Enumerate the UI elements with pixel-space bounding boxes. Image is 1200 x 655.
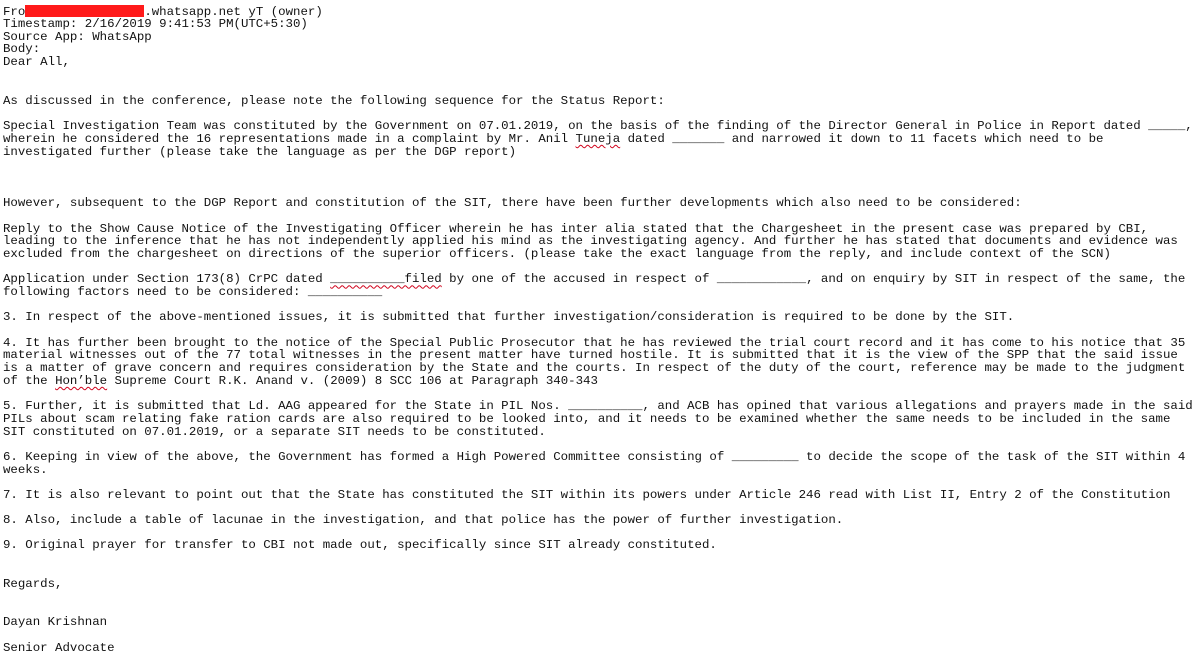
reply-paragraph: Reply to the Show Cause Notice of the Investigating Officer wherein he has inter alia stated that the Chargesheet in the present case was prepared by CBI, leading to the inference that he has not independently applied his mind as the investigating agency. And further he has stated that documents and evidence was excluded from the chargesheet on directions of the superior officers. (please take the exact language from the reply, and include context of the SCN) [3, 221, 1178, 262]
paragraph-9: 9. Original prayer for transfer to CBI not made out, specifically since SIT already constituted. [3, 538, 717, 553]
source-app: Source App: WhatsApp [3, 29, 152, 44]
paragraph-4: 4. It has further been brought to the notice of the Special Public Prosecutor that he has reviewed the trial court record and it has come to his notice that 35 material witnesses out of the 77 total witnesses in the present matter have turned hostile. It is submitted that it is the view of the SPP that the said issue is a matter of grave concern and requires consideration by the State and the courts. In respect of the duty of the court, reference may be made to the judgment of the Hon’ble Supreme Court R.K. Anand v. (2009) 8 SCC 106 at Paragraph 340-343 [3, 335, 1186, 388]
spellcheck-word: __________filed [330, 272, 442, 287]
from-suffix: .whatsapp.net yT (owner) [144, 5, 323, 19]
paragraph-5: 5. Further, it is submitted that Ld. AAG appeared for the State in PIL Nos. __________, and ACB has opined that various allegations and prayers made in the said PILs about scam relating fake ration cards are also required to be looked into, and it needs to be examined whether the same needs to be included in the same SIT constituted on 07.01.2019, or a separate SIT needs to be constituted. [3, 399, 1193, 439]
signer-title: Senior Advocate [3, 640, 115, 655]
redaction-block [25, 5, 144, 17]
however-paragraph: However, subsequent to the DGP Report and constitution of the SIT, there have been further developments which also need to be considered: [3, 195, 1022, 210]
greeting: Dear All, [3, 55, 70, 70]
timestamp: Timestamp: 2/16/2019 9:41:53 PM(UTC+5:30) [3, 16, 308, 31]
sit-paragraph: Special Investigation Team was constituted by the Government on 07.01.2019, on the basis of the finding of the Director General in Police in Report dated _____, wherein he considered the 16 representations made in a complaint by Mr. Anil Tuneja dated _______ and narrowed it down to 11 facets which need to be investigated further (please take the language as per the DGP report) [3, 119, 1193, 159]
intro-paragraph: As discussed in the conference, please note the following sequence for the Status Report: [3, 93, 665, 108]
spellcheck-word: Tuneja [575, 131, 621, 146]
signer-name: Dayan Krishnan [3, 615, 108, 629]
paragraph-8: 8. Also, include a table of lacunae in the investigation, and that police has the power of further investigation. [3, 513, 844, 528]
closing: Regards, [3, 576, 63, 591]
from-prefix: Fro [3, 5, 26, 19]
message-document [3, 5, 1197, 654]
from-line [3, 5, 1197, 18]
spellcheck-word: Hon’ble [55, 373, 108, 388]
application-paragraph: Application under Section 173(8) CrPC dated __________filed by one of the accused in respect of ____________, and on enquiry by SIT in respect of the same, the following factors need to be considered: __________ [3, 272, 1186, 300]
body-label: Body: [3, 42, 41, 57]
paragraph-3: 3. In respect of the above-mentioned issues, it is submitted that further investigation/consideration is required to be done by the SIT. [3, 310, 1015, 325]
paragraph-6: 6. Keeping in view of the above, the Government has formed a High Powered Committee consisting of _________ to decide the scope of the task of the SIT within 4 weeks. [3, 449, 1186, 477]
paragraph-7: 7. It is also relevant to point out that the State has constituted the SIT within its powers under Article 246 read with List II, Entry 2 of the Constitution [3, 487, 1171, 502]
